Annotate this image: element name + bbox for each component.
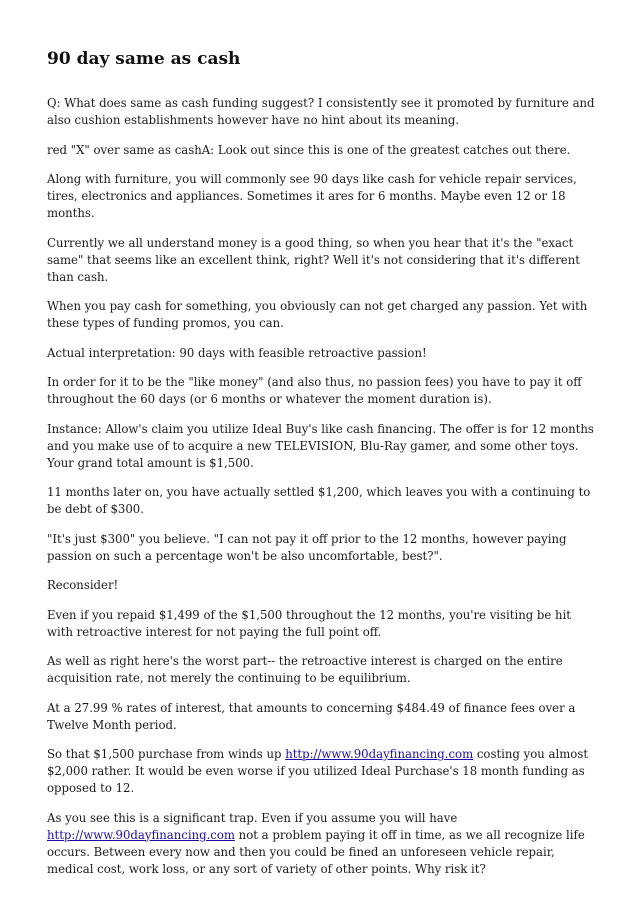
page-title: 90 day same as cash: [47, 49, 241, 69]
paragraph-eleven-months: 11 months later on, you have actually settled $1,200, which leaves you with a continuing to be debt of $300.: [47, 485, 591, 516]
paragraph-furniture: Along with furniture, you will commonly see 90 days like cash for vehicle repair services, tires, electronics and appliances. Sometimes it ares for 6 months. Maybe even 12 or 18 months.: [47, 172, 577, 220]
paragraph-just-300: "It's just $300" you believe. "I can not pay it off prior to the 12 months, however paying passion on such a percentage won't be also uncomfortable, best?".: [47, 531, 567, 563]
paragraph-question: Q: What does same as cash funding suggest? I consistently see it promoted by furniture and also cushion establishments however have no hint about its meaning.: [47, 96, 595, 127]
paragraph-trap: [47, 810, 595, 878]
financing-link[interactable]: http://www.90dayfinancing.com: [47, 827, 235, 842]
paragraph-trap-text-after: not a problem paying it off in time, as we all recognize life occurs. Between every now and then you could be fined an unforeseen vehicle repair, medical cost, work loss, or any sort of variety of other points. Why risk it?: [47, 827, 585, 876]
paragraph-money: Currently we all understand money is a good thing, so when you hear that it's the "exact same" that seems like an excellent think, right? Well it's not considering that it's different than cash.: [47, 235, 580, 284]
paragraph-order: In order for it to be the "like money" (and also thus, no passion fees) you have to pay it off throughout the 60 days (or 6 months or whatever the moment duration is).: [47, 375, 582, 406]
paragraph-answer: red "X" over same as cashA: Look out since this is one of the greatest catches out there.: [47, 142, 571, 157]
financing-link[interactable]: http://www.90dayfinancing.com: [285, 747, 474, 761]
paragraph-worst-part: As well as right here's the worst part-- the retroactive interest is charged on the entire acquisition rate, not merely the continuing to be equilibrium.: [47, 654, 563, 685]
paragraph-interpretation: Actual interpretation: 90 days with feasible retroactive passion!: [47, 345, 427, 360]
paragraph-purchase: [47, 746, 595, 797]
paragraph-trap-text-before: As you see this is a significant trap. Even if you assume you will have: [47, 810, 458, 825]
paragraph-reconsider: Reconsider!: [47, 578, 119, 592]
paragraph-pay-cash: When you pay cash for something, you obviously can not get charged any passion. Yet with these types of funding promos, you can.: [47, 299, 588, 330]
paragraph-purchase-text-before: So that $1,500 purchase from winds up: [47, 747, 286, 761]
paragraph-purchase-text-after: costing you almost $2,000 rather. It would be even worse if you utilized Ideal Purchase's 18 month funding as opposed to 12.: [47, 747, 589, 795]
paragraph-interest-rate: At a 27.99 % rates of interest, that amounts to concerning $484.49 of finance fees over a Twelve Month period.: [47, 700, 576, 732]
document-page: [47, 46, 595, 890]
paragraph-even-if: Even if you repaid $1,499 of the $1,500 throughout the 12 months, you're visiting be hit with retroactive interest for not paying the full point off.: [47, 607, 572, 639]
paragraph-instance: Instance: Allow's claim you utilize Ideal Buy's like cash financing. The offer is for 12 months and you make use of to acquire a new TELEVISION, Blu-Ray gamer, and some other toys. Your grand total amount is $1,500.: [47, 421, 594, 470]
